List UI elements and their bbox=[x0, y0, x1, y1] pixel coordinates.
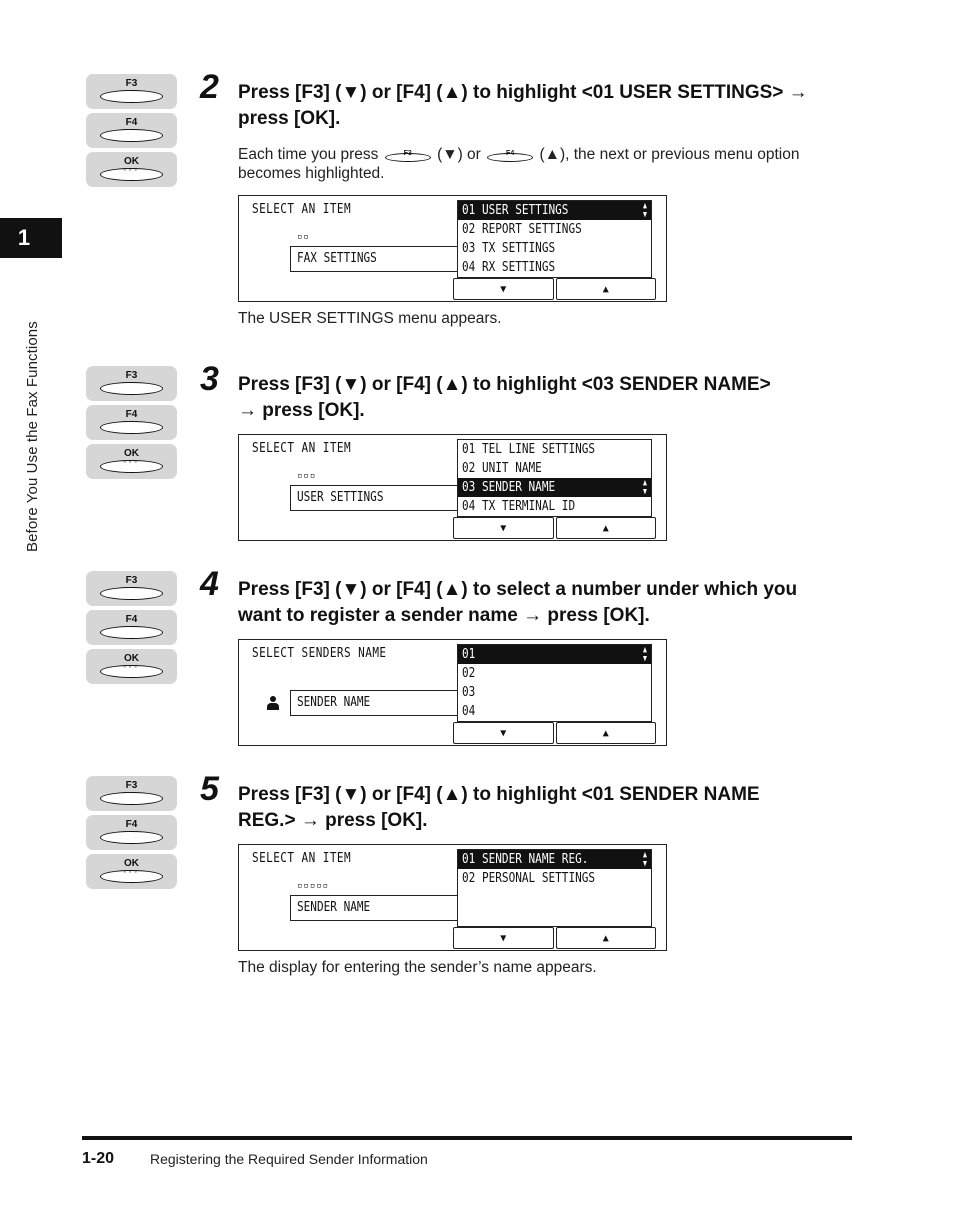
key-panel-step-4 bbox=[86, 571, 177, 688]
menu-list bbox=[457, 644, 652, 722]
menu-item[interactable]: 03 TX SETTINGS bbox=[462, 241, 556, 256]
f4-key-button bbox=[100, 421, 163, 434]
f3-key-icon: F3 bbox=[383, 146, 433, 162]
level-indicator: ▫▫▫ bbox=[297, 471, 317, 481]
menu-item[interactable]: 03 bbox=[462, 685, 476, 700]
key-panel-step-5 bbox=[86, 776, 177, 893]
f3-key[interactable]: F3 bbox=[86, 776, 177, 811]
ok-key[interactable]: OK ◦◦◦ bbox=[86, 649, 177, 684]
scroll-arrows-icon: ▲ ▼ bbox=[642, 645, 647, 664]
up-button[interactable]: ▲ bbox=[556, 722, 657, 744]
step-instruction: Press [F3] (▼) or [F4] (▲) to highlight <01 SENDER NAME REG.> → press [OK]. bbox=[238, 784, 760, 831]
step-caption: The USER SETTINGS menu appears. bbox=[238, 310, 502, 327]
up-button[interactable]: ▲ bbox=[556, 927, 657, 949]
chapter-number: 1 bbox=[17, 225, 31, 250]
f3-key-button bbox=[100, 90, 163, 103]
f3-key[interactable]: F3 bbox=[86, 366, 177, 401]
f3-key[interactable]: F3 bbox=[86, 74, 177, 109]
down-button[interactable]: ▼ bbox=[453, 927, 554, 949]
step-number: 4 bbox=[200, 565, 219, 603]
ok-key[interactable]: OK ◦◦◦ bbox=[86, 152, 177, 187]
step-number: 3 bbox=[200, 360, 219, 398]
step-caption: The display for entering the sender’s name appears. bbox=[238, 959, 597, 976]
f4-key-button bbox=[100, 831, 163, 844]
up-button[interactable]: ▲ bbox=[556, 517, 657, 539]
page-number: 1-20 bbox=[82, 1150, 115, 1167]
lcd-screen bbox=[238, 639, 667, 746]
menu-item-selected[interactable]: 01 USER SETTINGS ▲ ▼ bbox=[458, 201, 651, 220]
menu-item-selected[interactable]: 03 SENDER NAME ▲ ▼ bbox=[458, 478, 651, 497]
menu-item-selected[interactable]: 01 ▲ ▼ bbox=[458, 645, 651, 664]
menu-item[interactable]: 02 REPORT SETTINGS bbox=[462, 222, 582, 237]
f4-key-button bbox=[100, 129, 163, 142]
step-description: Each time you press F3 (▼) or F4 (▲), the next or previous menu option becomes highlighted. bbox=[238, 146, 800, 182]
menu-item[interactable]: 04 TX TERMINAL ID bbox=[462, 499, 576, 514]
person-icon bbox=[267, 696, 279, 710]
f4-key[interactable]: F4 bbox=[86, 610, 177, 645]
menu-item[interactable]: 02 bbox=[462, 666, 476, 681]
footer-divider bbox=[82, 1136, 852, 1140]
menu-item[interactable]: 01 TEL LINE SETTINGS bbox=[462, 442, 596, 457]
menu-list bbox=[457, 849, 652, 927]
f4-key-button bbox=[100, 626, 163, 639]
menu-item-selected[interactable]: 01 SENDER NAME REG. ▲ ▼ bbox=[458, 850, 651, 869]
screen-title: SELECT AN ITEM bbox=[252, 202, 352, 217]
menu-item[interactable]: 02 PERSONAL SETTINGS bbox=[462, 871, 596, 886]
lcd-screen bbox=[238, 844, 667, 951]
ok-key[interactable]: OK ◦◦◦ bbox=[86, 854, 177, 889]
ok-key[interactable]: OK ◦◦◦ bbox=[86, 444, 177, 479]
menu-list bbox=[457, 439, 652, 517]
down-button[interactable]: ▼ bbox=[453, 517, 554, 539]
chapter-tab bbox=[0, 218, 62, 258]
step-number: 2 bbox=[200, 68, 219, 106]
menu-list bbox=[457, 200, 652, 278]
scroll-arrows-icon: ▲ ▼ bbox=[642, 478, 647, 497]
f4-key-icon: F4 bbox=[485, 146, 535, 162]
f3-key-button bbox=[100, 587, 163, 600]
screen-title: SELECT SENDERS NAME bbox=[252, 646, 387, 661]
step-number: 5 bbox=[200, 770, 219, 808]
f4-key[interactable]: F4 bbox=[86, 113, 177, 148]
f3-key-button bbox=[100, 382, 163, 395]
key-panel-step-2 bbox=[86, 74, 177, 191]
scroll-arrows-icon: ▲ ▼ bbox=[642, 201, 647, 220]
scroll-arrows-icon: ▲ ▼ bbox=[642, 850, 647, 869]
current-menu-field: SENDER NAME bbox=[290, 895, 458, 921]
up-button[interactable]: ▲ bbox=[556, 278, 657, 300]
f3-key[interactable]: F3 bbox=[86, 571, 177, 606]
screen-title: SELECT AN ITEM bbox=[252, 441, 352, 456]
menu-item[interactable]: 02 UNIT NAME bbox=[462, 461, 542, 476]
lcd-screen bbox=[238, 434, 667, 541]
f3-key-button bbox=[100, 792, 163, 805]
step-instruction: Press [F3] (▼) or [F4] (▲) to highlight <01 USER SETTINGS> → press [OK]. bbox=[238, 82, 808, 129]
down-button[interactable]: ▼ bbox=[453, 722, 554, 744]
f4-key[interactable]: F4 bbox=[86, 405, 177, 440]
lcd-screen bbox=[238, 195, 667, 302]
current-menu-field: SENDER NAME bbox=[290, 690, 458, 716]
screen-title: SELECT AN ITEM bbox=[252, 851, 352, 866]
level-indicator: ▫▫▫▫▫ bbox=[297, 881, 330, 891]
section-title: Registering the Required Sender Information bbox=[150, 1151, 428, 1167]
step-instruction: Press [F3] (▼) or [F4] (▲) to select a number under which you want to register a sender name → press [OK]. bbox=[238, 579, 798, 626]
menu-item[interactable]: 04 bbox=[462, 704, 476, 719]
level-indicator: ▫▫ bbox=[297, 232, 310, 242]
chapter-title: Before You Use the Fax Functions bbox=[24, 321, 41, 552]
step-instruction: Press [F3] (▼) or [F4] (▲) to highlight <03 SENDER NAME> → press [OK]. bbox=[238, 374, 771, 421]
current-menu-field: FAX SETTINGS bbox=[290, 246, 458, 272]
f4-key[interactable]: F4 bbox=[86, 815, 177, 850]
down-button[interactable]: ▼ bbox=[453, 278, 554, 300]
menu-item[interactable]: 04 RX SETTINGS bbox=[462, 260, 556, 275]
current-menu-field: USER SETTINGS bbox=[290, 485, 458, 511]
key-panel-step-3 bbox=[86, 366, 177, 483]
